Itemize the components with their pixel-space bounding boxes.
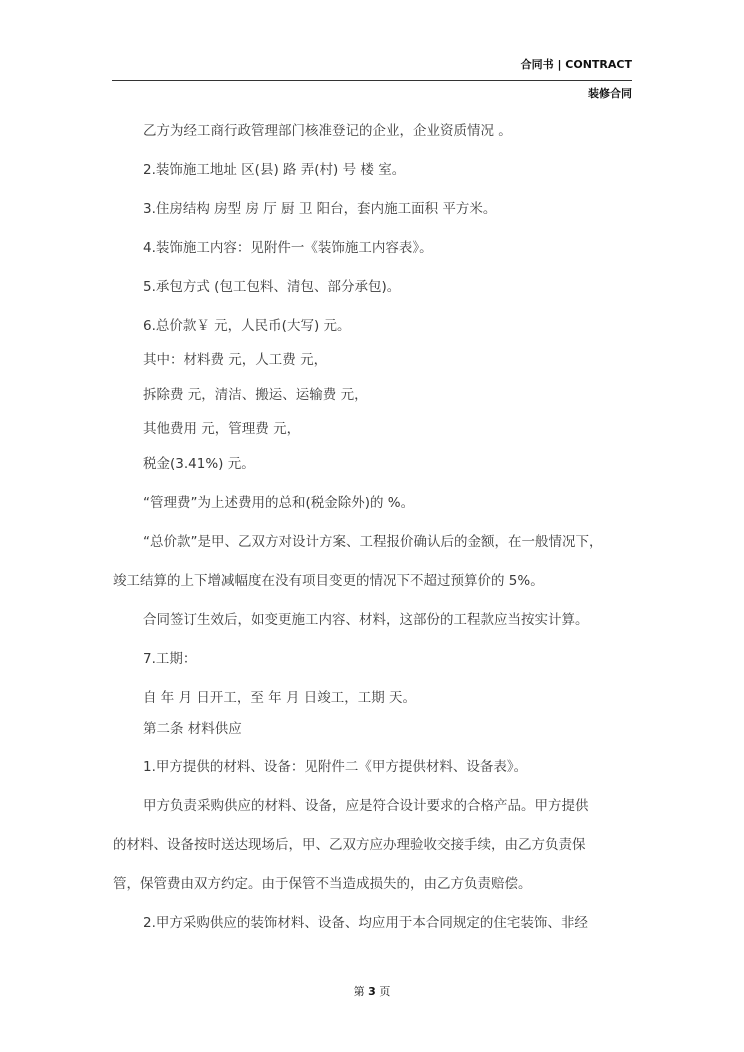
- paragraph: “总价款”是甲、乙双方对设计方案、工程报价确认后的金额，在一般情况下，: [143, 534, 603, 550]
- page-number: 3: [368, 985, 376, 998]
- paragraph: 6.总价款￥ 元，人民币(大写) 元。: [143, 318, 351, 334]
- paragraph: 1.甲方提供的材料、设备：见附件二《甲方提供材料、设备表》。: [143, 759, 528, 775]
- paragraph: 2.甲方采购供应的装饰材料、设备、均应用于本合同规定的住宅装饰、非经: [143, 915, 588, 931]
- header-subtitle: 装修合同: [588, 87, 632, 100]
- paragraph: 甲方负责采购供应的材料、设备，应是符合设计要求的合格产品。甲方提供: [143, 798, 589, 814]
- page-footer: [0, 983, 744, 999]
- paragraph: 其中：材料费 元，人工费 元，: [143, 352, 328, 368]
- paragraph: 自 年 月 日开工，至 年 月 日竣工，工期 天。: [143, 690, 417, 706]
- paragraph: 7.工期：: [143, 651, 197, 667]
- paragraph: 乙方为经工商行政管理部门核准登记的企业，企业资质情况 。: [143, 123, 512, 139]
- paragraph: 税金(3.41%) 元。: [143, 456, 255, 472]
- section-heading: 第二条 材料供应: [143, 721, 242, 737]
- paragraph: 拆除费 元，清洁、搬运、运输费 元，: [143, 387, 368, 403]
- paragraph: 的材料、设备按时送达现场后，甲、乙双方应办理验收交接手续，由乙方负责保: [113, 837, 586, 853]
- page-prefix: 第: [353, 985, 365, 998]
- paragraph: 合同签订生效后，如变更施工内容、材料，这部份的工程款应当按实计算。: [143, 612, 589, 628]
- header-divider: [112, 80, 632, 81]
- paragraph: 其他费用 元，管理费 元，: [143, 421, 301, 437]
- header-title: 合同书 | CONTRACT: [520, 58, 632, 71]
- paragraph: 竣工结算的上下增减幅度在没有项目变更的情况下不超过预算价的 5%。: [113, 573, 544, 589]
- page-suffix: 页: [379, 985, 391, 998]
- paragraph: 4.装饰施工内容：见附件一《装饰施工内容表》。: [143, 240, 433, 256]
- paragraph: “管理费”为上述费用的总和(税金除外)的 %。: [143, 495, 415, 511]
- paragraph: 管，保管费由双方约定。由于保管不当造成损失的，由乙方负责赔偿。: [113, 876, 532, 892]
- paragraph: 3.住房结构 房型 房 厅 厨 卫 阳台，套内施工面积 平方米。: [143, 201, 497, 217]
- paragraph: 5.承包方式 (包工包料、清包、部分承包)。: [143, 279, 401, 295]
- paragraph: 2.装饰施工地址 区(县) 路 弄(村) 号 楼 室。: [143, 162, 406, 178]
